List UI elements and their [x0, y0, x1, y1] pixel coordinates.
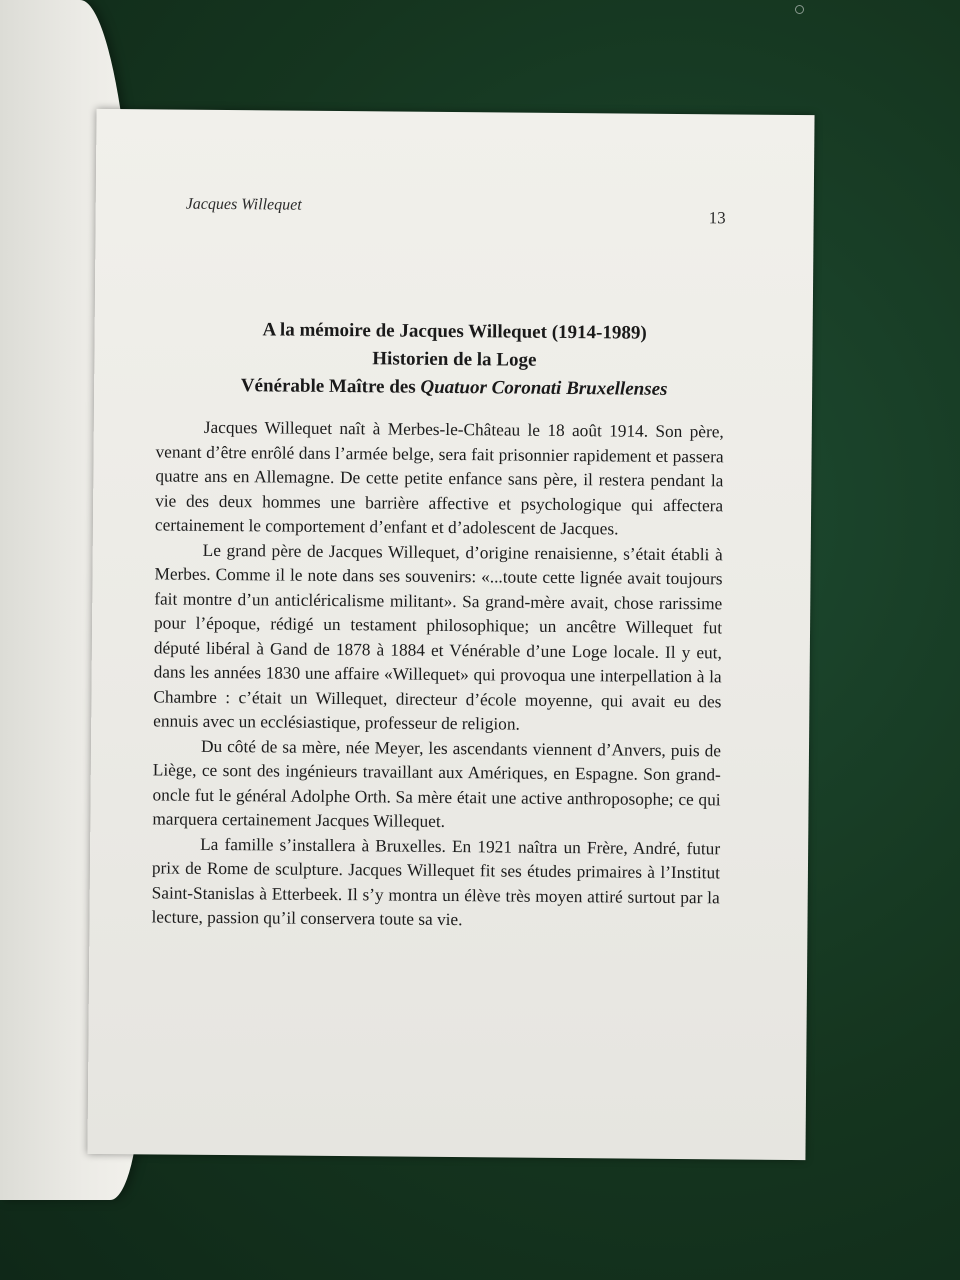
paragraph: Du côté de sa mère, née Meyer, les ascendants viennent d’Anvers, puis de Liège, ce sont des ingénieurs travaillant aux Amériques, en Espagne. Son grand-oncle fut le général Adolphe Orth. Sa mère était une active anthroposophe; ce qui marquera certainement Jacques Willequet.: [152, 736, 722, 831]
page-number: 13: [708, 208, 726, 228]
paragraph: La famille s’installera à Bruxelles. En 1921 naîtra un Frère, André, futur prix de Rome de sculpture. Jacques Willequet fit ses études primaires à l’Institut Saint-Stanislas à Etterbeek. Il s’y montra un élève très moyen attiré surtout par la lecture, passion qu’il conservera toute sa vie.: [151, 834, 721, 930]
title-line-1: A la mémoire de Jacques Willequet (1914-1989): [262, 319, 647, 344]
paragraph: Jacques Willequet naît à Merbes-le-Château le 18 août 1914. Son père, venant d’être enrôlé dans l’armée belge, sera fait prisonnier rapidement et passera quatre ans en Allemagne. De cette petite enfance sans père, il restera pendant la vie des deux hommes une barrière affective et psychologique qui affectera certainement le comportement d’enfant et d’adolescent de Jacques.: [154, 417, 724, 539]
chapter-title: [154, 315, 755, 404]
running-head: Jacques Willequet: [185, 195, 302, 214]
title-line-2: Historien de la Loge: [372, 348, 537, 371]
corner-mark: [795, 5, 804, 14]
title-line-3-italic: Quatuor Coronati Bruxellenses: [420, 376, 668, 400]
book-page: [87, 109, 814, 1160]
body-text: [151, 415, 723, 934]
title-line-3: [154, 371, 754, 404]
title-line-3-prefix: Vénérable Maître des: [240, 375, 421, 398]
paragraph: Le grand père de Jacques Willequet, d’origine renaisienne, s’était établi à Merbes. Comme il le note dans ses souvenirs: «...toute cette lignée avait toujours fait montre d’un anticléricalisme militant». Sa grand-mère avait, chose rarissime pour l’époque, rédigé un testament philosophique; un ancêtre Willequet fut député libéral à Gand de 1878 à 1884 et Vénérable d’une Loge locale. Il y eut, dans les années 1830 une affaire «Willequet» qui provoqua une interpellation à la Chambre : c’était un Willequet, directeur d’école moyenne, qui avait eu des ennuis avec un ecclésiastique, professeur de religion.: [153, 540, 723, 734]
